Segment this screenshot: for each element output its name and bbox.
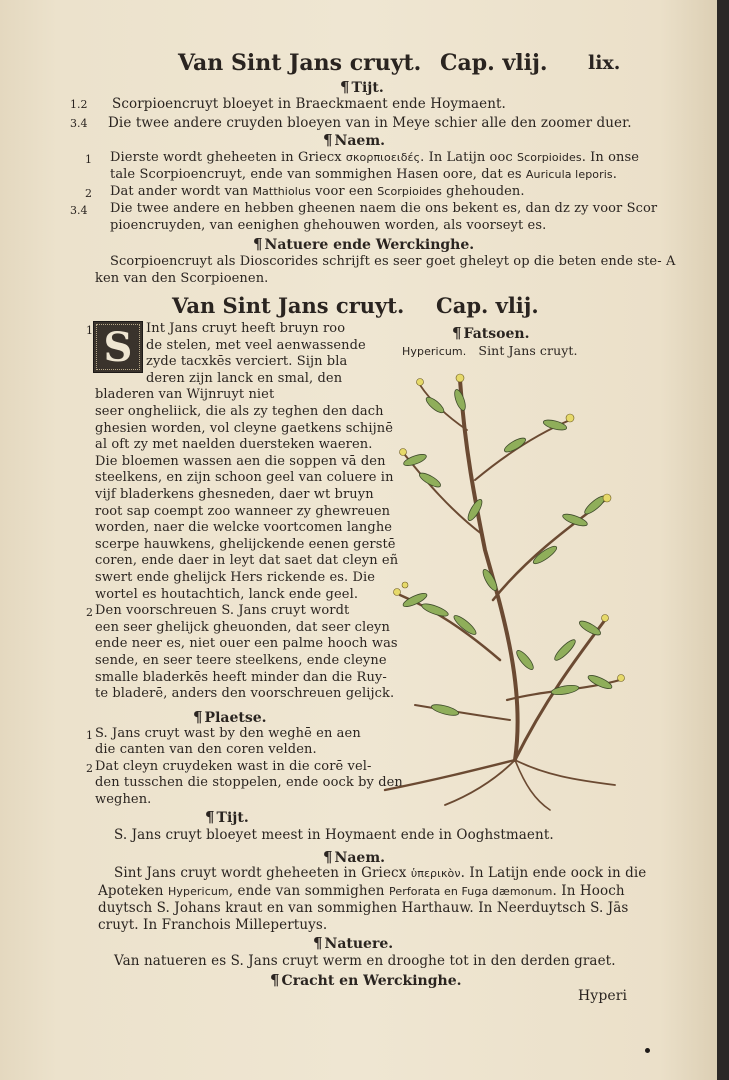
pilcrow-icon: ¶ <box>193 708 203 726</box>
text-line: coren, ende daer in leyt dat saet dat cleyn eñ <box>95 553 399 569</box>
text-line: al oft zy met naelden duersteken waeren. <box>95 437 373 453</box>
text-line: weghen. <box>95 791 152 807</box>
text-line: een seer ghelijck gheuonden, dat seer cleyn <box>95 619 390 635</box>
text-line: deren zijn lanck en smal, den <box>146 370 343 386</box>
text-line: bladeren van Wijnruyt niet <box>95 387 275 403</box>
text-line: Scorpioencruyt bloeyet in Braeckmaent ende Hoymaent. <box>112 96 506 112</box>
text-line: wortel es houtachtich, lanck ende geel. <box>95 586 359 602</box>
section-heading-plaetse: ¶ Plaetse. <box>193 708 267 726</box>
pilcrow-icon: ¶ <box>452 324 462 342</box>
pilcrow-icon: ¶ <box>205 808 215 826</box>
text-line: worden, naer die welcke voortcomen langhe <box>95 520 393 536</box>
text-line: Den voorschreuen S. Jans cruyt wordt <box>95 603 350 619</box>
text-line: cruyt. In Franchois Millepertuys. <box>98 917 328 933</box>
margin-number: 1 <box>86 324 93 337</box>
text-line: pioencruyden, van eenighen ghehouwen worden, als voorseyt es. <box>110 218 547 233</box>
text-line: steelkens, en zijn schoon geel van coluere in <box>95 470 394 486</box>
text-line: root sap coempt zoo wanneer zy ghewreuen <box>95 503 391 519</box>
text-line: scerpe hauwkens, ghelijckende eenen gerstē <box>95 536 396 552</box>
pilcrow-icon: ¶ <box>313 934 323 952</box>
section-heading-naem: ¶ Naem. <box>323 131 386 149</box>
margin-number: 2 <box>86 761 93 775</box>
margin-number: 1.2 <box>70 98 88 111</box>
page-edge <box>717 0 729 1080</box>
text-line: Van natueren es S. Jans cruyt werm en drooghe tot in den derden graet. <box>114 953 616 969</box>
pilcrow-icon: ¶ <box>323 848 333 866</box>
ink-dot <box>645 1048 650 1053</box>
text-line: Int Jans cruyt heeft bruyn roo <box>146 321 346 336</box>
margin-number: 1 <box>86 729 93 742</box>
text-line: ken van den Scorpioenen. <box>95 271 269 286</box>
text-line: den tusschen die stoppelen, ende oock by den <box>95 775 403 791</box>
section-heading-tijt: ¶ Tijt. <box>340 78 384 96</box>
section-heading-natuere-werckinghe: ¶ Natuere ende Werckinghe. <box>253 235 475 253</box>
catchword: Hyperi <box>578 988 628 1004</box>
text-line: S. Jans cruyt bloeyet meest in Hoymaent ende in Ooghstmaent. <box>114 827 554 843</box>
figure-caption: Hypericum. Sint Jans cruyt. <box>402 343 578 358</box>
ornamental-initial: S <box>93 321 143 373</box>
section-heading-tijt-2: ¶ Tijt. <box>205 808 249 826</box>
text-line: tale Scorpioencruyt, ende van sommighen Hasen oore, dat es Auricula leporis. <box>110 167 617 182</box>
text-line: swert ende ghelijck Hers rickende es. Die <box>95 570 376 585</box>
text-line: duytsch S. Johans kraut en van sommighen Harthauw. In Neerduytsch S. Jās <box>98 900 629 916</box>
chapter-title: Van Sint Jans cruyt. <box>172 293 405 318</box>
text-line: ghesien worden, vol cleyne gaetkens schijnē <box>95 420 393 436</box>
text-line: Die bloemen wassen aen die soppen vā den <box>95 453 386 469</box>
text-line: Dierste wordt gheheeten in Griecx σκορπιοειδές. In Latijn ooc Scorpioides. In onse <box>110 150 640 165</box>
margin-number: 2 <box>85 187 92 200</box>
section-heading-cracht: ¶ Cracht en Werckinghe. <box>270 971 462 989</box>
text-line: Apoteken Hypericum, ende van sommighen Perforata en Fuga dæmonum. In Hooch <box>98 883 625 899</box>
hypericum-woodcut-illustration <box>375 360 645 815</box>
chapter-number-2: Cap. vlij. <box>436 293 539 318</box>
text-line: sende, en seer teere steelkens, ende cleyne <box>95 653 387 668</box>
section-heading-fatsoen: ¶ Fatsoen. <box>452 324 530 342</box>
margin-number: 3.4 <box>70 204 88 217</box>
text-line: Dat cleyn cruydeken wast in die corē vel- <box>95 758 372 774</box>
text-line: zyde tacxkēs verciert. Sijn bla <box>146 354 348 370</box>
section-heading-natuere: ¶ Natuere. <box>313 934 394 952</box>
text-line: Dat ander wordt van Matthiolus voor een Scorpioides ghehouden. <box>110 184 525 199</box>
text-line: Die twee andere cruyden bloeyen van in Meye schier alle den zoomer duer. <box>108 115 632 131</box>
text-line: vijf bladerkens ghesneden, daer wt bruyn <box>95 487 374 502</box>
pilcrow-icon: ¶ <box>323 131 333 149</box>
text-line: seer ongheliick, die als zy teghen den dach <box>95 404 384 419</box>
running-title: Van Sint Jans cruyt. <box>178 50 422 76</box>
text-line: Die twee andere en hebben gheenen naem die ons bekent es, dan dz zy voor Scor <box>110 201 658 216</box>
text-line: Scorpioencruyt als Dioscorides schrijft es seer goet gheleyt op die beten ende ste- A <box>110 254 676 269</box>
text-line: die canten van den coren velden. <box>95 742 317 758</box>
pilcrow-icon: ¶ <box>340 78 350 96</box>
pilcrow-icon: ¶ <box>270 971 280 989</box>
margin-number: 3.4 <box>70 117 88 130</box>
text-line: ende neer es, niet ouer een palme hooch was <box>95 636 398 652</box>
pilcrow-icon: ¶ <box>253 235 263 253</box>
margin-number: 1 <box>85 153 92 166</box>
section-heading-naem-2: ¶ Naem. <box>323 848 386 866</box>
text-line: Sint Jans cruyt wordt gheheeten in Griecx ὑπερικὸν. In Latijn ende oock in die <box>114 865 647 881</box>
margin-number: 2 <box>86 606 93 620</box>
folio-number: lix. <box>588 52 621 74</box>
text-line: S. Jans cruyt wast by den weghē en aen <box>95 726 361 741</box>
chapter-number: Cap. vlij. <box>440 50 548 76</box>
text-line: de stelen, met veel aenwassende <box>146 337 366 353</box>
text-line: smalle bladerkēs heeft minder dan die Ruy- <box>95 669 387 685</box>
text-line: te bladerē, anders den voorschreuen gelijck. <box>95 686 395 702</box>
